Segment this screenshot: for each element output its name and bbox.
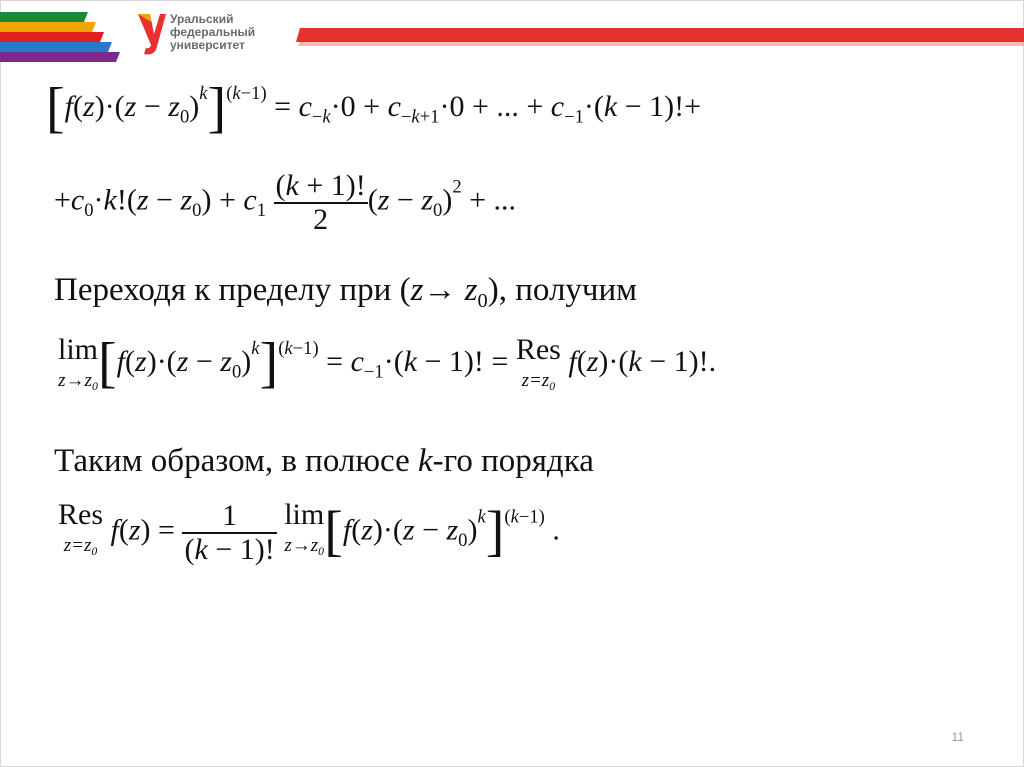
text-part: ), получим bbox=[487, 272, 638, 308]
formula-1: $[f(z)\cdot(z - z_0)^k]^{(k-1)} = c_{-k}\cdot 0 + c_{-k+1}\cdot 0$ + ... + $c_{-1}\cdot(k - 1)!+$ bbox=[46, 77, 702, 139]
text-line-2 bbox=[54, 443, 594, 480]
brand-line: федеральный bbox=[170, 25, 256, 39]
brand-line: Уральский bbox=[170, 12, 234, 26]
text-part: k bbox=[417, 443, 433, 479]
text-part: -го порядка bbox=[432, 443, 594, 479]
text-part: Переходя к пределу при ( bbox=[54, 272, 411, 308]
brand-line: университет bbox=[170, 38, 245, 52]
formula-4: Res $z=z_0$ f(z) = $\frac{1}{(k - 1)!}$ lim $z\to z_0$ $[f(z)\cdot(z - z_0)^k]^{(k-1)}$ . bbox=[58, 498, 560, 566]
text-line-1: Переходя к пределу при $(z\to z_0)$, получим bbox=[54, 272, 638, 313]
page-number: 11 bbox=[951, 730, 964, 744]
text-part: Таким образом, в полюсе bbox=[54, 443, 418, 479]
formula-2: $+c_0\cdot k!(z - z_0) + c_1$ $\frac{(k + 1)!}{2}$ $(z - z_0)^2$ + ... bbox=[54, 169, 517, 236]
formula-3: lim $z\to z_0$ $[f(z)\cdot(z - z_0)^k]^{(k-1)} = c_{-1}\cdot(k - 1)$! = Res $z=z_0$ f(z)·(k − 1)!. bbox=[58, 332, 717, 394]
